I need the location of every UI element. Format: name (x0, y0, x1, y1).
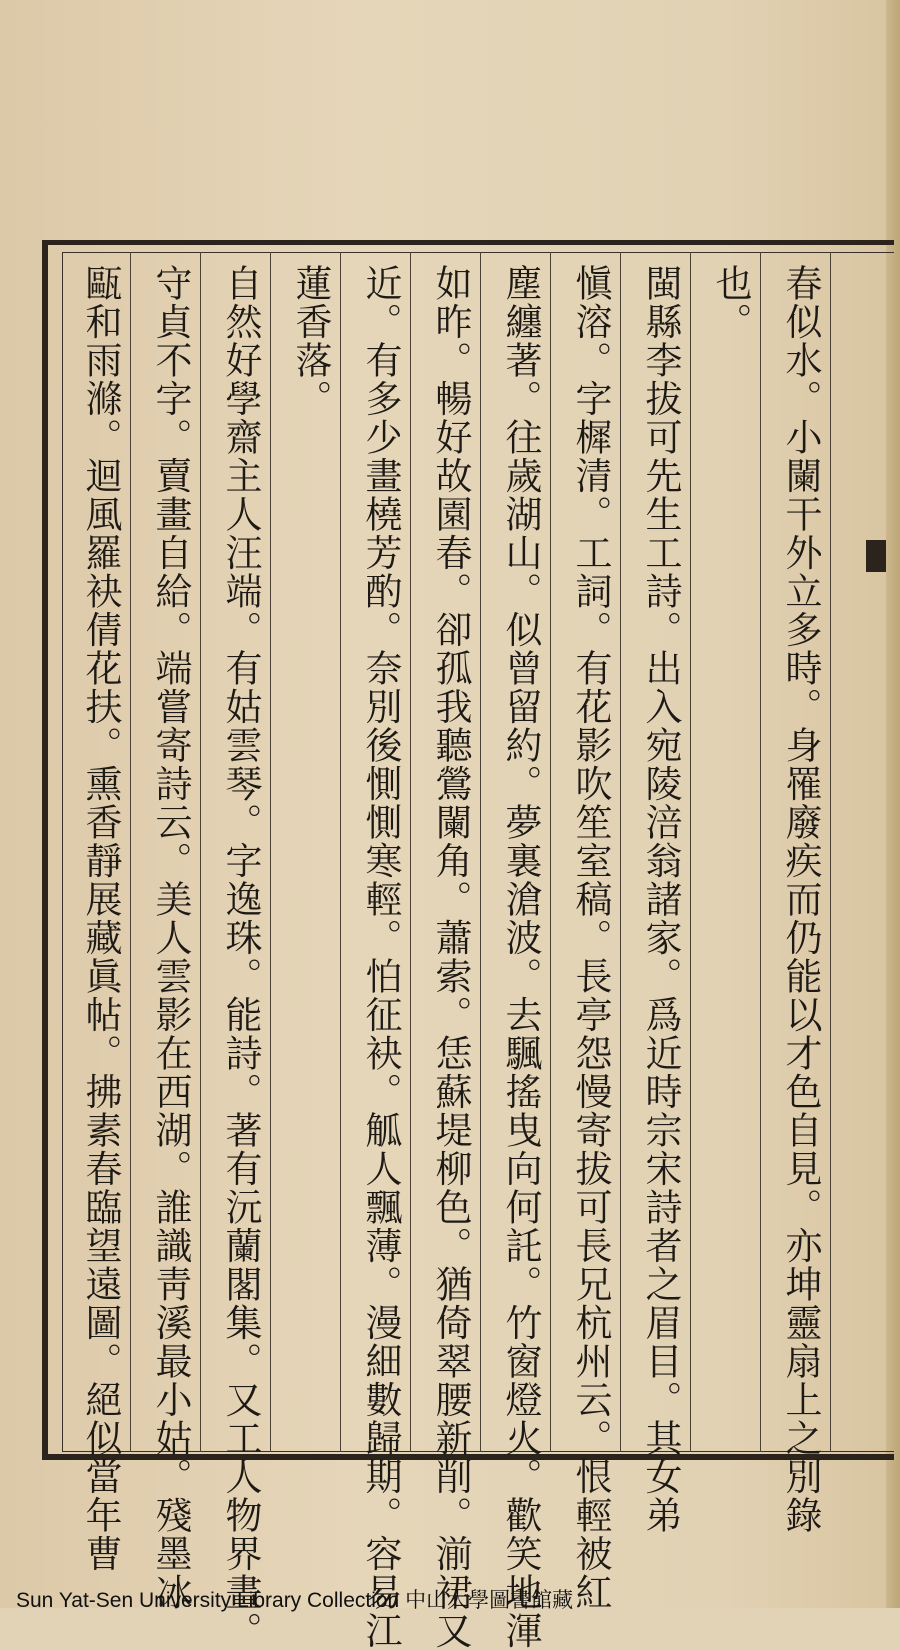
column-rule (480, 252, 481, 1452)
text-column-7: 近。有多少畫橈芳酌。奈別後惻惻寒輕。怕征袂。觚人飄薄。漫細數歸期。容易江 (359, 264, 402, 1650)
column-rule (620, 252, 621, 1452)
column-rule (550, 252, 551, 1452)
column-rule (410, 252, 411, 1452)
text-column-4: 愼溶。字樨清。工詞。有花影吹笙室稿。長亭怨慢寄拔可長兄杭州云。恨輕被紅 (569, 264, 612, 1612)
column-rule (690, 252, 691, 1452)
column-rule (270, 252, 271, 1452)
text-column-9: 自然好學齋主人汪端。有姑雲琴。字逸珠。能詩。著有沅蘭閣集。又工人物界畫。 (219, 264, 262, 1650)
column-rule (200, 252, 201, 1452)
text-column-11: 甌和雨滌。迴風羅袂倩花扶。熏香靜展藏眞帖。拂素春臨望遠圖。絕似當年曹 (79, 264, 122, 1573)
text-column-3: 閩縣李拔可先生工詩。出入宛陵涪翁諸家。爲近時宗宋詩者之眉目。其女弟 (639, 264, 682, 1535)
library-credit: Sun Yat-Sen University Library Collection 中山大學圖書館藏 (16, 1589, 574, 1612)
column-rule (130, 252, 131, 1452)
column-rule (760, 252, 761, 1452)
text-column-10: 守貞不字。賣畫自給。端嘗寄詩云。美人雲影在西湖。誰識靑溪最小姑。殘墨冰 (149, 264, 192, 1612)
text-column-6: 如昨。暢好故園春。卻孤我聽鶯闌角。蕭索。恁蘇堤柳色。猶倚翠腰新削。湔裙又 (429, 264, 472, 1650)
text-column-5: 塵纏著。往歲湖山。似曾留約。夢裏滄波。去颿搖曳向何託。竹窗燈火。歡笑地渾 (499, 264, 542, 1650)
text-column-2: 也。 (709, 264, 752, 341)
page-tab-marker (866, 540, 886, 572)
text-column-1: 春似水。小闌干外立多時。身罹廢疾而仍能以才色自見。亦坤靈扇上之別錄 (779, 264, 822, 1535)
column-rule (340, 252, 341, 1452)
text-column-8: 蓮香落。 (289, 264, 332, 418)
column-rule (830, 252, 831, 1452)
